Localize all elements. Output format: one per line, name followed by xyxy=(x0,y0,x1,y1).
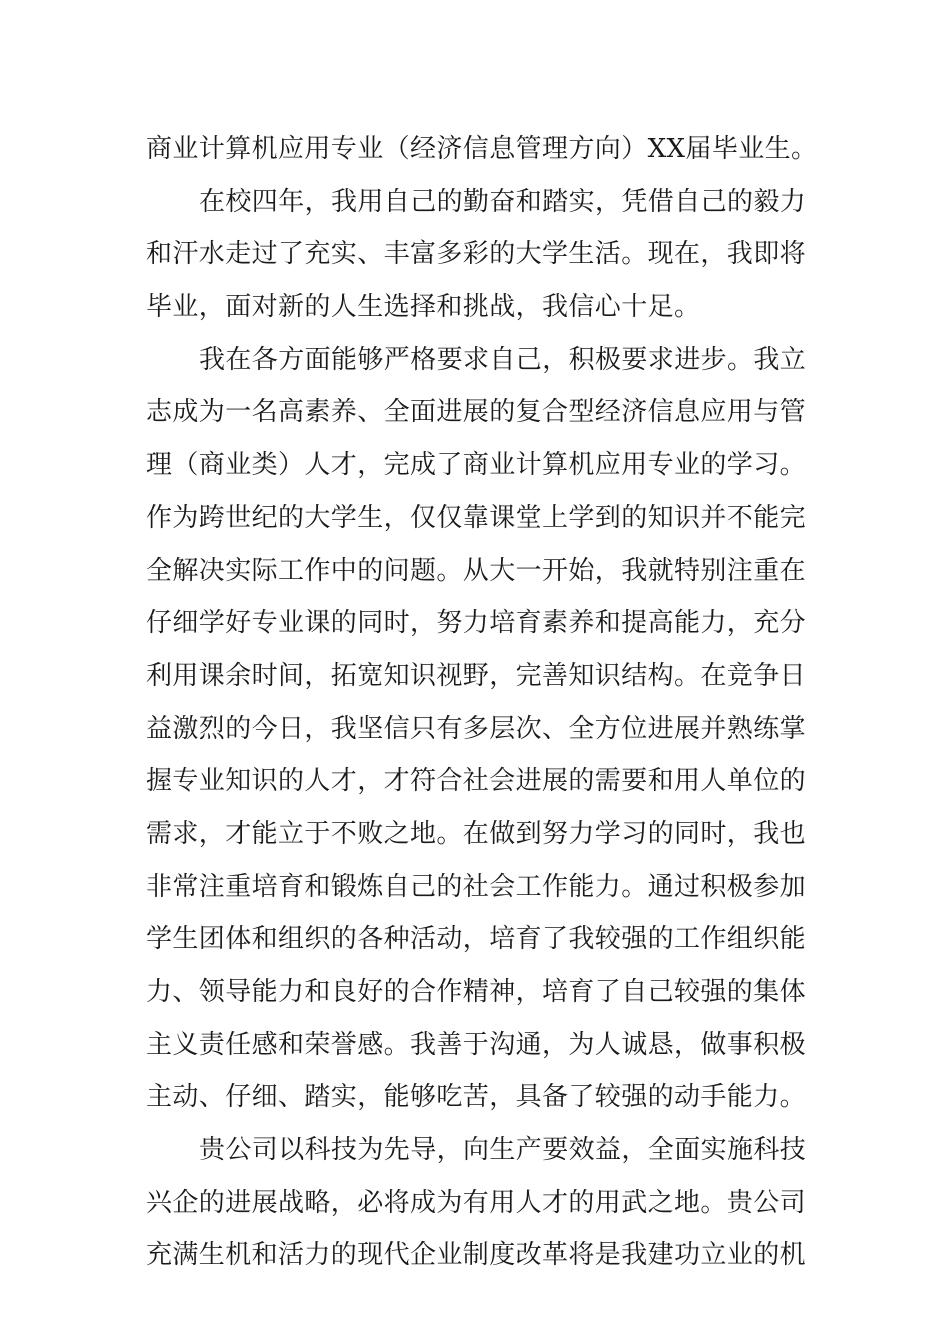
text-line: 需求，才能立于不败之地。在做到努力学习的同时，我也 xyxy=(146,818,807,849)
text-line: 益激烈的今日，我坚信只有多层次、全方位进展并熟练掌 xyxy=(146,713,807,744)
text-line: 非常注重培育和锻炼自己的社会工作能力。通过积极参加 xyxy=(146,871,807,902)
text-line: 学生团体和组织的各种活动，培育了我较强的工作组织能 xyxy=(146,924,807,955)
paragraph-first-line: 在校四年，我用自己的勤奋和踏实，凭借自己的毅力 xyxy=(199,186,807,217)
paragraph-first-line: 贵公司以科技为先导，向生产要效益，全面实施科技 xyxy=(199,1135,807,1166)
text-line: 主义责任感和荣誉感。我善于沟通，为人诚恳，做事积极 xyxy=(146,1029,807,1060)
text-line: 和汗水走过了充实、丰富多彩的大学生活。现在，我即将 xyxy=(146,239,807,270)
text-line: 利用课余时间，拓宽知识视野，完善知识结构。在竞争日 xyxy=(146,660,807,691)
text-line: 理（商业类）人才，完成了商业计算机应用专业的学习。 xyxy=(146,450,807,481)
text-line: 兴企的进展战略，必将成为有用人才的用武之地。贵公司 xyxy=(146,1187,807,1218)
document-body xyxy=(146,123,816,1282)
text-line: 商业计算机应用专业（经济信息管理方向）XX届毕业生。 xyxy=(146,134,818,164)
text-line: 毕业，面对新的人生选择和挑战，我信心十足。 xyxy=(146,292,701,323)
text-line: 全解决实际工作中的问题。从大一开始，我就特别注重在 xyxy=(146,555,807,586)
text-line: 充满生机和活力的现代企业制度改革将是我建功立业的机 xyxy=(146,1240,807,1271)
text-line: 作为跨世纪的大学生，仅仅靠课堂上学到的知识并不能完 xyxy=(146,502,807,533)
text-line: 主动、仔细、踏实，能够吃苦，具备了较强的动手能力。 xyxy=(146,1082,807,1113)
paragraph-first-line: 我在各方面能够严格要求自己，积极要求进步。我立 xyxy=(199,344,807,375)
text-line: 仔细学好专业课的同时，努力培育素养和提高能力，充分 xyxy=(146,608,807,639)
text-line: 力、领导能力和良好的合作精神，培育了自己较强的集体 xyxy=(146,977,807,1007)
text-line: 握专业知识的人才，才符合社会进展的需要和用人单位的 xyxy=(146,766,807,797)
text-line: 志成为一名高素养、全面进展的复合型经济信息应用与管 xyxy=(146,397,807,428)
